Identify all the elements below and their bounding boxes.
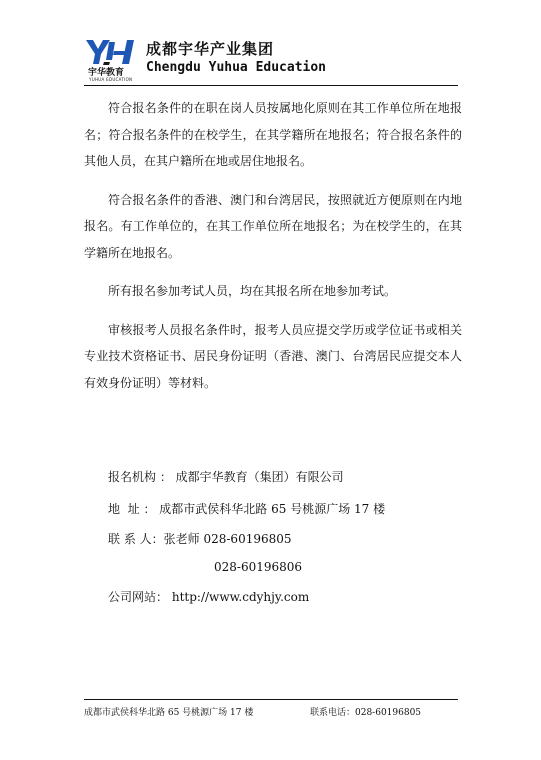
footer-divider — [84, 699, 458, 700]
yuhua-logo-mark-icon — [84, 38, 140, 66]
brand-name-english: Chengdu Yuhua Education — [146, 60, 327, 75]
footer-phone: 联系电话：028-60196805 — [310, 708, 422, 718]
website-label: 公司网站 — [108, 590, 157, 604]
footer-address: 成都市武侯科华北路 65 号桃源广场 17 楼 — [84, 708, 254, 718]
contact-separator: ： — [151, 532, 164, 546]
paragraph-required-documents: 审核报考人员报名条件时，报考人员应提交学历或学位证书或相关专业技术资格证书、居民身份证明（香港、澳门、台湾居民应提交本人有效身份证明）等材料。 — [84, 322, 462, 390]
brand-name-chinese: 成都宇华产业集团 — [146, 40, 275, 58]
logo-english-text: YUHUA EDUCATION — [89, 77, 133, 82]
org-value: 成都宇华教育（集团）有限公司 — [175, 470, 344, 484]
org-label: 报名机构 — [108, 470, 157, 484]
yuhua-logo — [84, 38, 140, 84]
contact-website-row — [108, 588, 309, 605]
contact-value: 张老师 028-60196805 — [163, 532, 292, 546]
address-separator: ： — [139, 502, 156, 516]
contact-address-row — [108, 500, 385, 517]
phone-secondary: 028-60196806 — [214, 560, 303, 574]
contact-person-row — [108, 530, 292, 547]
address-label: 地 址 — [108, 502, 140, 516]
paragraph-registration-location: 符合报名条件的在职在岗人员按属地化原则在其工作单位所在地报名；符合报名条件的在校学生，在其学籍所在地报名；符合报名条件的其他人员，在其户籍所在地或居住地报名。 — [84, 101, 462, 168]
page-header — [84, 36, 484, 86]
website-separator: ： — [156, 590, 169, 604]
website-link[interactable]: http://www.cdyhjy.com — [171, 590, 310, 604]
paragraph-exam-location: 所有报名参加考试人员，均在其报名所在地参加考试。 — [108, 284, 397, 298]
header-divider — [84, 85, 458, 86]
contact-phone2-row — [214, 560, 302, 574]
contact-org-row — [108, 468, 344, 485]
body-content — [84, 95, 462, 408]
contact-label: 联 系 人 — [108, 532, 152, 546]
org-separator: ： — [156, 470, 172, 484]
address-value: 成都市武侯科华北路 65 号桃源广场 17 楼 — [159, 502, 386, 516]
paragraph-hk-macao-taiwan: 符合报名条件的香港、澳门和台湾居民，按照就近方便原则在内地报名。有工作单位的，在其工作单位所在地报名；为在校学生的，在其学籍所在地报名。 — [84, 192, 462, 260]
logo-chinese-text: 宇华教育 — [88, 68, 125, 78]
